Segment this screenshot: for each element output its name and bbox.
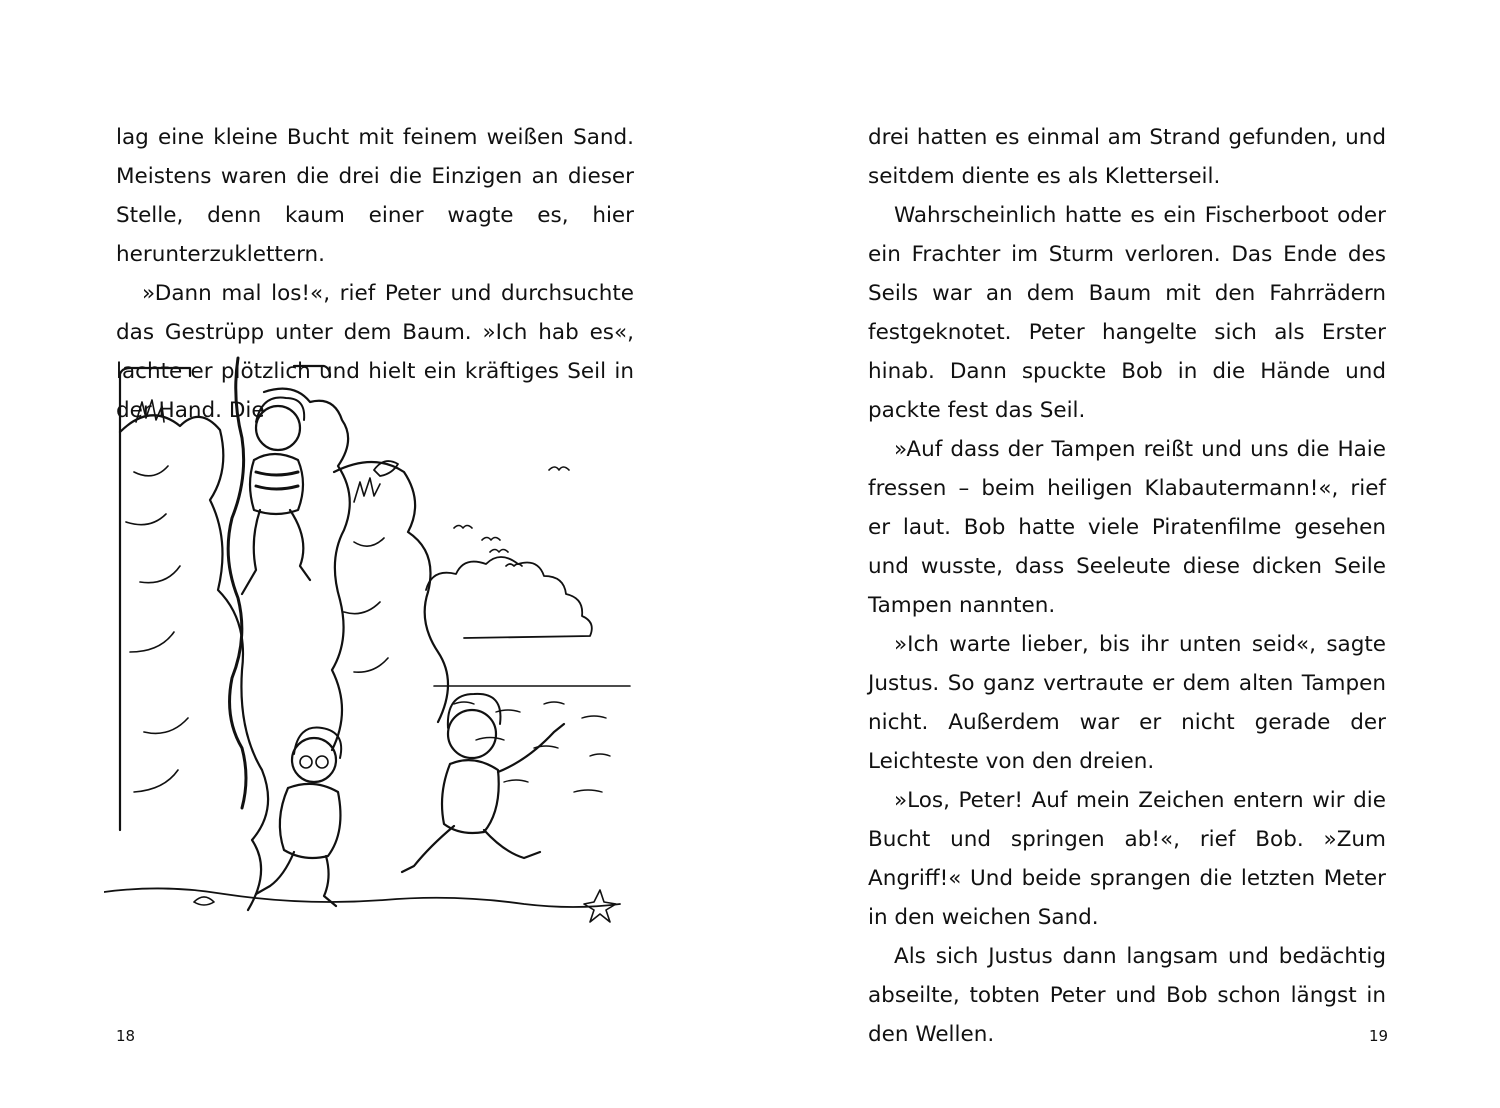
paragraph: drei hatten es einmal am Strand gefunden, und seitdem diente es als Kletterseil. [868, 125, 1386, 189]
grass-tuft [354, 478, 380, 502]
beach-ground [104, 888, 620, 907]
paragraph: Als sich Justus dann langsam und bedächtig abseilte, tobten Peter und Bob schon längst in den Wellen. [868, 944, 1386, 1047]
right-page-text [868, 118, 1389, 1054]
paragraph: Wahrscheinlich hatte es ein Fischerboot oder ein Frachter im Sturm verloren. Das Ende des Seils war an dem Baum mit den Fahrrädern festgeknotet. Peter hangelte sich als Erster hinab. Dann spuckte Bob in die Hände und packte fest das Seil. [868, 203, 1386, 423]
shell [194, 897, 214, 905]
frame-line [120, 368, 190, 830]
bird [490, 550, 508, 553]
right-page [750, 0, 1500, 1108]
runner-head [448, 710, 496, 758]
bird [506, 564, 522, 566]
girl-glasses [300, 756, 312, 768]
cloud [426, 557, 592, 638]
bird [482, 538, 500, 541]
cliff-rock [120, 415, 268, 910]
paragraph: »Los, Peter! Auf mein Zeichen entern wir die Bucht und springen ab!«, rief Bob. »Zum Angriff!« Und beide sprangen die letzten Meter in den weichen Sand. [868, 788, 1386, 930]
cliff-rock [126, 466, 188, 792]
girl-legs [256, 852, 336, 906]
cliff-rock [334, 462, 448, 722]
cliff-climbing-illustration [104, 352, 634, 932]
runner-body [442, 760, 499, 833]
page-number: 19 [1369, 1027, 1389, 1045]
boy-body [250, 454, 303, 514]
boy-legs [242, 510, 310, 594]
cliff-rock [264, 389, 350, 750]
girl-body [280, 784, 341, 858]
bird [549, 467, 569, 470]
paragraph: »Auf dass der Tampen reißt und uns die Haie fressen – beim heiligen Klabautermann!«, rief er laut. Bob hatte viele Piratenfilme gesehen und wusste, dass Seeleute diese dicken Seile Tampen nannten. [868, 437, 1386, 618]
bird [454, 526, 472, 529]
frame-line [294, 366, 330, 376]
paragraph: »Ich warte lieber, bis ihr unten seid«, sagte Justus. So ganz vertraute er dem alten Tampen nicht. Außerdem war er nicht gerade der Leichteste von den dreien. [868, 632, 1386, 774]
girl-glasses [316, 756, 328, 768]
boy-stripes [256, 472, 298, 489]
sea-waves [454, 702, 610, 792]
boy-head [256, 406, 300, 450]
rope [228, 358, 246, 808]
cliff-rock [344, 538, 388, 672]
page-number: 18 [116, 1027, 136, 1045]
paragraph: lag eine kleine Bucht mit feinem weißen Sand. Meistens waren die drei die Einzigen an dieser Stelle, denn kaum einer wagte es, hier herunterzuklettern. [116, 125, 634, 267]
girl-head [292, 738, 336, 782]
paragraph: »Dann mal los!«, rief Peter und durchsuchte das Gestrüpp unter dem Baum. »Ich hab es«, lachte er plötzlich und hielt ein kräftiges Seil in der Hand. Die [116, 281, 634, 423]
runner-arm [498, 724, 564, 772]
